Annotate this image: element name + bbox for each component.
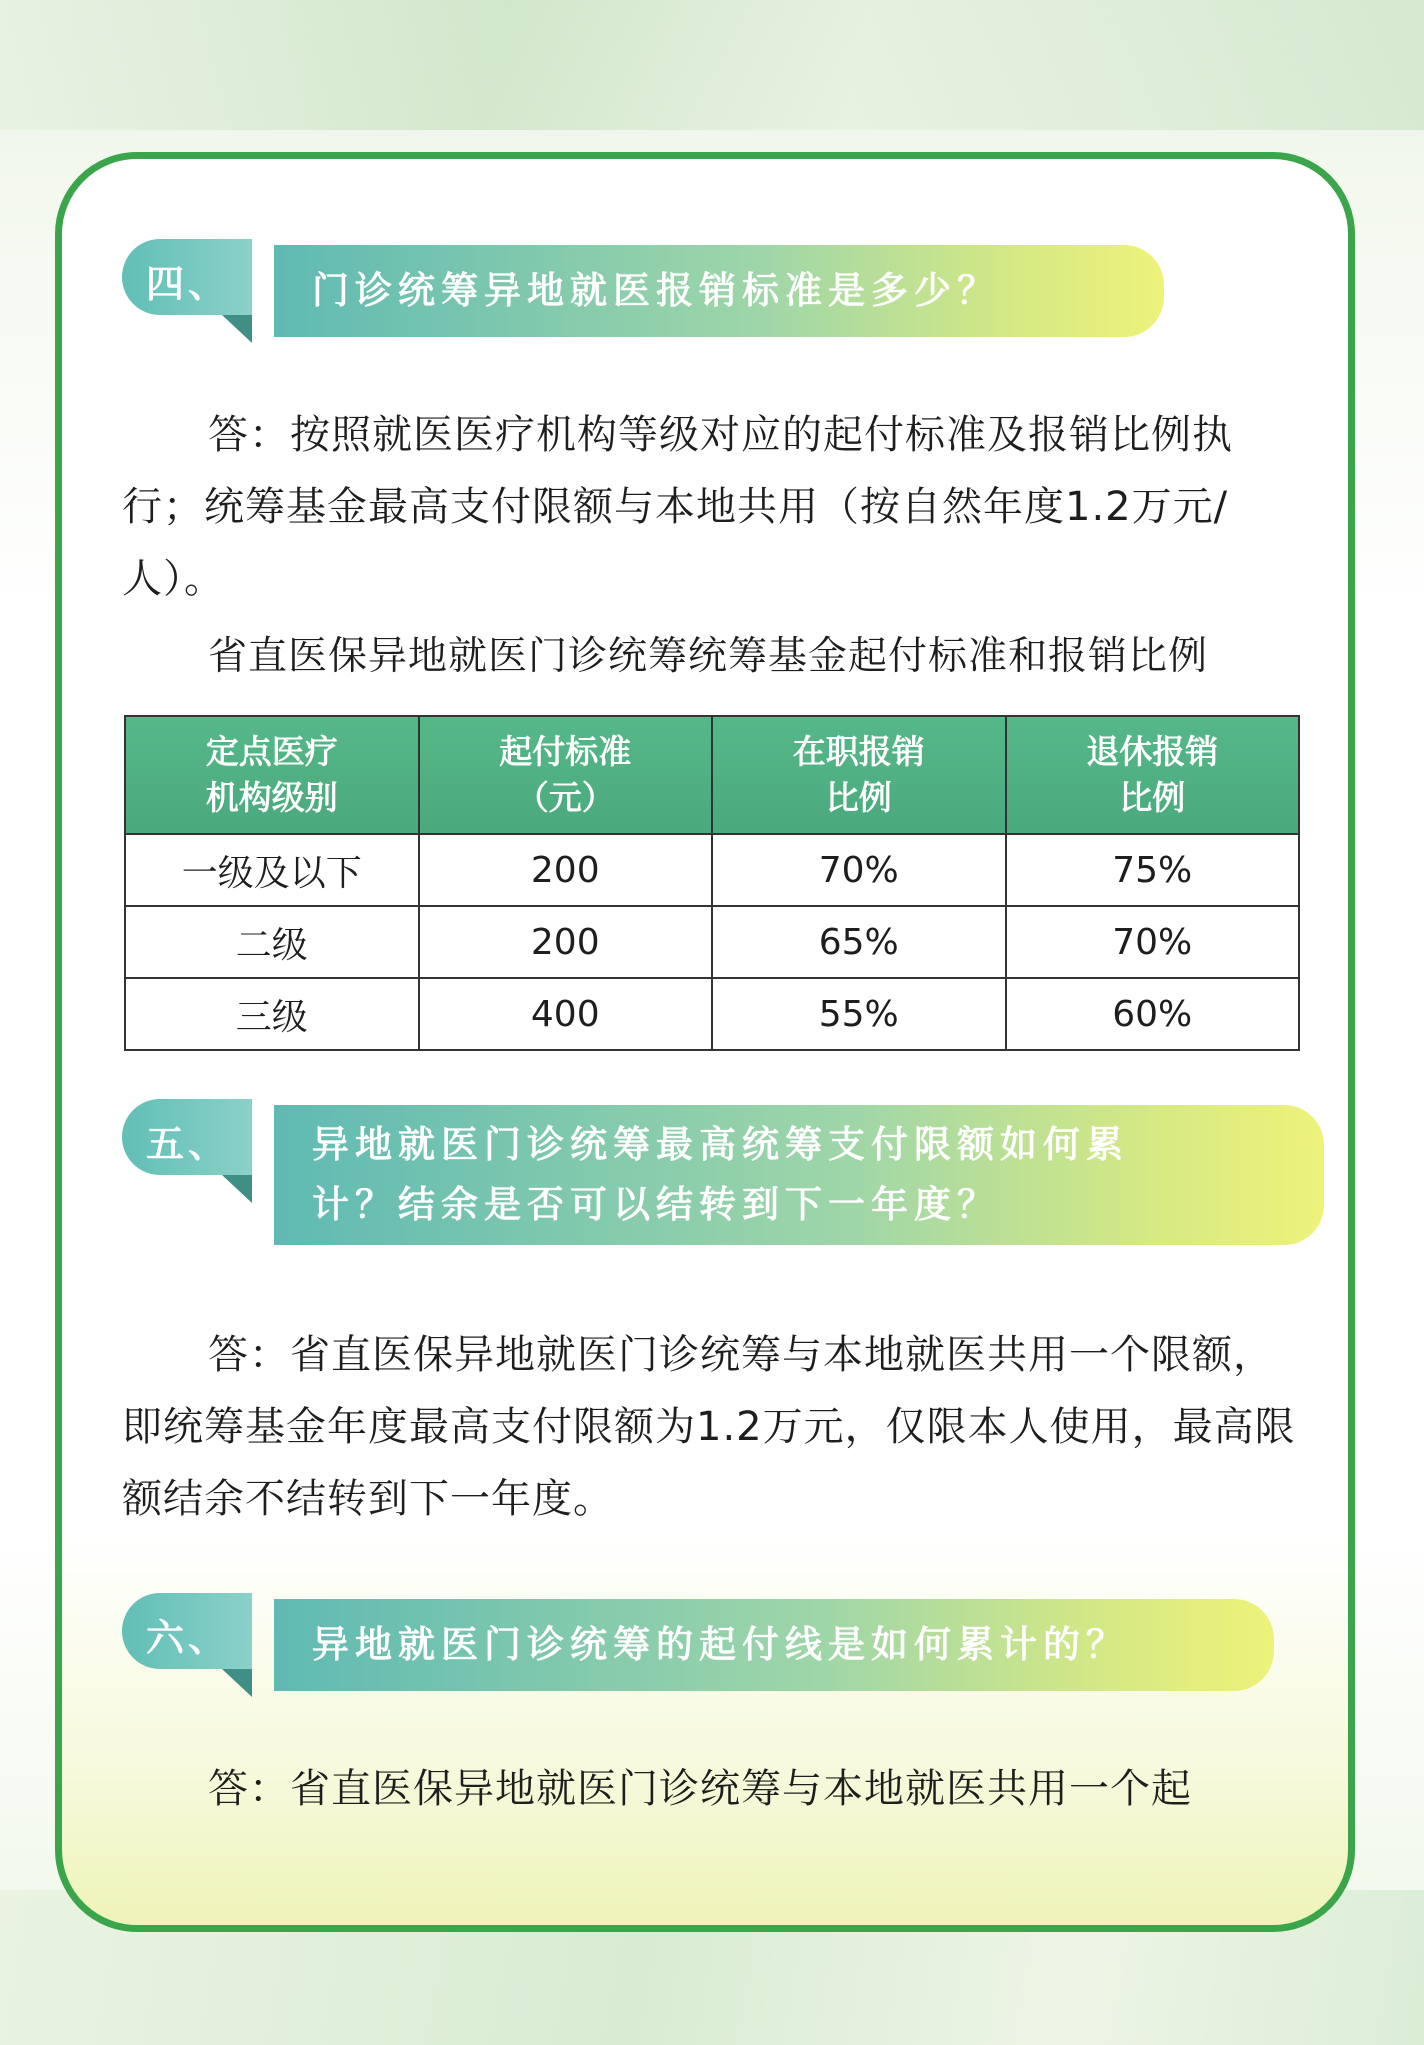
header-line: 定点医疗 xyxy=(205,732,338,771)
table-cell: 70% xyxy=(712,834,1006,906)
section6-title: 异地就医门诊统筹的起付线是如何累计的？ xyxy=(312,1623,1129,1666)
section4-number-tab xyxy=(122,239,252,315)
section6-number: 六、 xyxy=(146,1616,231,1660)
header-line: 退休报销 xyxy=(1086,732,1219,771)
header-line: 起付标准 xyxy=(499,732,632,771)
table-cell: 400 xyxy=(419,978,713,1050)
section5-title-line2: 计？结余是否可以结转到下一年度？ xyxy=(312,1183,1000,1226)
reimbursement-table xyxy=(124,715,1300,1051)
table-cell: 一级及以下 xyxy=(125,834,419,906)
table-header-row xyxy=(125,716,1299,834)
table-cell: 三级 xyxy=(125,978,419,1050)
section6-title-bar xyxy=(274,1599,1274,1691)
section6-answer: 答：省直医保异地就医门诊统筹与本地就医共用一个起 xyxy=(208,1766,1192,1812)
table-row xyxy=(125,834,1299,906)
table-caption: 省直医保异地就医门诊统筹统筹基金起付标准和报销比例 xyxy=(208,634,1209,679)
table-cell: 200 xyxy=(419,834,713,906)
table-row xyxy=(125,906,1299,978)
content-card xyxy=(55,152,1355,1932)
section6-number-tab xyxy=(122,1593,252,1669)
header-line: （元） xyxy=(515,778,615,817)
section4-number: 四、 xyxy=(146,262,231,306)
top-decoration xyxy=(0,0,1424,130)
section4-answer: 答：按照就医医疗机构等级对应的起付标准及报销比例执行；统筹基金最高支付限额与本地共用（按自然年度1.2万元/人）。 xyxy=(122,412,1233,602)
section5-title-line1: 异地就医门诊统筹最高统筹支付限额如何累 xyxy=(312,1123,1129,1166)
header-line: 在职报销 xyxy=(792,732,925,771)
table-cell: 二级 xyxy=(125,906,419,978)
section4-title: 门诊统筹异地就医报销标准是多少？ xyxy=(312,269,1000,312)
header-deductible xyxy=(419,716,713,834)
section4-title-bar xyxy=(274,245,1164,337)
table-cell: 65% xyxy=(712,906,1006,978)
section5-number-tab xyxy=(122,1099,252,1175)
table-row xyxy=(125,978,1299,1050)
section5-number: 五、 xyxy=(146,1122,231,1166)
section5-title-bar xyxy=(274,1105,1324,1245)
header-institution-level xyxy=(125,716,419,834)
header-line: 比例 xyxy=(1119,778,1186,817)
header-line: 比例 xyxy=(825,778,892,817)
table-cell: 55% xyxy=(712,978,1006,1050)
table-cell: 200 xyxy=(419,906,713,978)
header-line: 机构级别 xyxy=(205,778,338,817)
section5-answer: 答：省直医保异地就医门诊统筹与本地就医共用一个限额，即统筹基金年度最高支付限额为1.2万元，仅限本人使用，最高限额结余不结转到下一年度。 xyxy=(122,1332,1296,1522)
header-retired-ratio xyxy=(1006,716,1300,834)
header-employed-ratio xyxy=(712,716,1006,834)
table-cell: 75% xyxy=(1006,834,1300,906)
table-cell: 70% xyxy=(1006,906,1300,978)
table-cell: 60% xyxy=(1006,978,1300,1050)
